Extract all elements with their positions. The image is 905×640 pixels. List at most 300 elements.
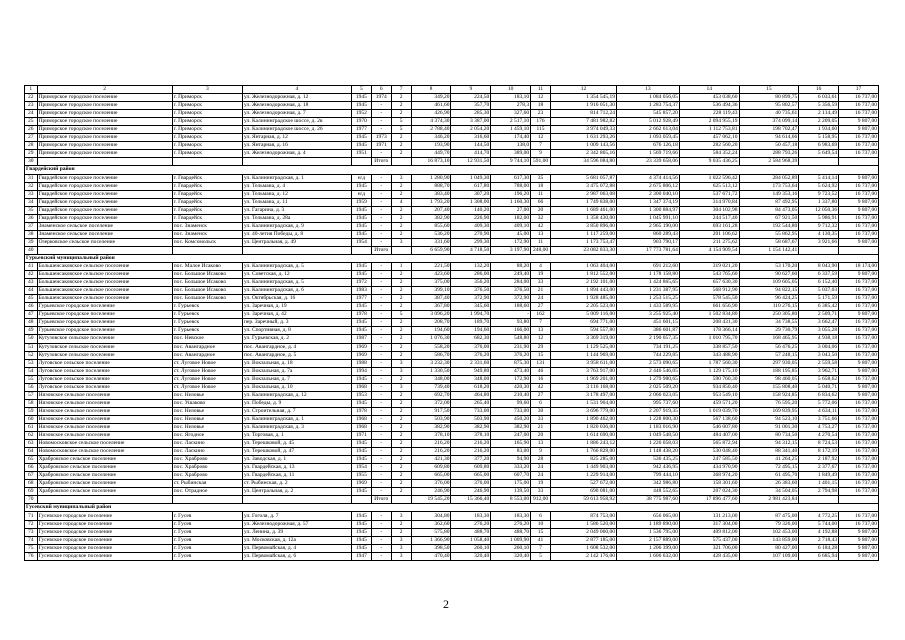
- table-cell: 2 114,49: [799, 110, 839, 118]
- table-cell: 1945: [351, 520, 371, 528]
- table-cell: ул. Заречная, д. 19: [242, 303, 351, 311]
- table-cell: 2: [391, 464, 411, 472]
- table-cell: 193,90: [411, 142, 451, 150]
- table-cell: -: [371, 287, 391, 295]
- table-cell: 1945: [351, 488, 371, 496]
- table-cell: 421,30: [411, 456, 451, 464]
- table-cell: 3: [391, 359, 411, 367]
- table-cell: 9 723,52: [799, 190, 839, 198]
- table-cell: -: [371, 118, 391, 126]
- table-cell: 297 930,05: [739, 359, 799, 367]
- table-cell: 158 301,60: [679, 480, 739, 488]
- table-cell: 76: [25, 552, 38, 560]
- table-cell: 5: [391, 118, 411, 126]
- table-cell: 1 045 991,10: [616, 214, 679, 222]
- table-cell: 12 050,36: [799, 206, 839, 214]
- table-cell: 32: [25, 182, 38, 190]
- table-cell: -: [371, 464, 391, 472]
- table-cell: [242, 158, 351, 166]
- table-cell: 149 353,16: [739, 190, 799, 198]
- table-cell: 24: [531, 464, 551, 472]
- table-cell: 814 712,24: [550, 110, 616, 118]
- table-cell: Большеисаковское сельское поселение: [37, 271, 172, 279]
- table-cell: 399,10: [411, 287, 451, 295]
- table-row: [25, 126, 879, 134]
- table-cell: г. Гвардейск: [172, 174, 242, 182]
- table-cell: -: [371, 512, 391, 520]
- table-cell: 3 387,00: [451, 118, 491, 126]
- table-cell: 1 347 374,19: [616, 198, 679, 206]
- table-cell: Луговское сельское поселение: [37, 367, 172, 375]
- table-row: [25, 448, 879, 456]
- table-cell: 546 007,80: [679, 423, 739, 431]
- table-cell: 2 675 806,12: [616, 182, 679, 190]
- table-cell: 247,00: [491, 432, 531, 440]
- table-cell: 5 986,91: [799, 214, 839, 222]
- table-cell: 594 557,80: [550, 327, 616, 335]
- table-cell: 131 213,00: [679, 512, 739, 520]
- table-cell: -: [371, 544, 391, 552]
- table-cell: 2 300 040,10: [616, 190, 679, 198]
- table-cell: 5 681 057,87: [550, 174, 616, 182]
- table-cell: ул. Центральная, д. 2: [242, 488, 351, 496]
- table-cell: 1 058,40: [451, 536, 491, 544]
- table-cell: 1947: [351, 552, 371, 560]
- table-cell: 18: [531, 102, 551, 110]
- table-cell: 16 737,00: [839, 182, 879, 190]
- table-cell: 16 737,00: [839, 335, 879, 343]
- table-cell: 934 850,40: [679, 383, 739, 391]
- table-cell: 4 772,25: [799, 512, 839, 520]
- table-cell: 31: [25, 174, 38, 182]
- register-sheet: [24, 85, 879, 561]
- table-cell: 1970: [351, 118, 371, 126]
- table-row: [25, 488, 879, 496]
- table-cell: 382,90: [411, 214, 451, 222]
- table-cell: 16 737,00: [839, 407, 879, 415]
- table-cell: -: [371, 311, 391, 319]
- subtotal-row: [25, 496, 879, 504]
- table-cell: [242, 496, 351, 504]
- table-cell: 372,00: [411, 399, 451, 407]
- table-cell: 61 495,70: [739, 472, 799, 480]
- table-cell: Гвардейское городское поселение: [37, 182, 172, 190]
- subtotal-label: Итого: [371, 158, 391, 166]
- table-cell: 912,00: [531, 496, 551, 504]
- table-cell: 1 928 485,00: [550, 295, 616, 303]
- table-cell: 58 687,67: [739, 238, 799, 246]
- table-row: [25, 367, 879, 375]
- housing-register-table: [24, 85, 879, 561]
- table-cell: 3 751,66: [799, 415, 839, 423]
- table-cell: 94 614,66: [739, 134, 799, 142]
- table-cell: 244 517,40: [679, 214, 739, 222]
- table-cell: 299,30: [451, 238, 491, 246]
- table-cell: ул. Заводская, д. 1: [242, 456, 351, 464]
- table-cell: 2: [391, 134, 411, 142]
- table-cell: 6: [531, 399, 551, 407]
- district-header-row: [25, 504, 879, 512]
- table-cell: 2: [391, 528, 411, 536]
- table-cell: 30: [531, 407, 551, 415]
- table-cell: 162: [531, 311, 551, 319]
- table-row: [25, 311, 879, 319]
- table-cell: 265,40: [451, 399, 491, 407]
- table-cell: 2 157 889,00: [616, 536, 679, 544]
- table-row: [25, 303, 879, 311]
- table-cell: 28: [25, 142, 38, 150]
- table-cell: 38 775 987,60: [616, 496, 679, 504]
- table-cell: ул. Тельмана, д. 4: [242, 182, 351, 190]
- column-number-cell: 14: [679, 86, 739, 94]
- table-cell: 316,60: [451, 134, 491, 142]
- table-cell: 12: [531, 134, 551, 142]
- table-cell: 224,50: [451, 94, 491, 102]
- table-cell: пос. Храброво: [172, 456, 242, 464]
- table-cell: 4 634,11: [799, 407, 839, 415]
- table-cell: 6 337,59: [799, 271, 839, 279]
- table-cell: 2: [391, 142, 411, 150]
- table-cell: 2 377,67: [799, 464, 839, 472]
- table-cell: 46: [25, 303, 38, 311]
- table-cell: 28: [531, 456, 551, 464]
- table-cell: 372,90: [451, 295, 491, 303]
- table-cell: пос. Храброво: [172, 472, 242, 480]
- table-cell: 374 099,14: [739, 118, 799, 126]
- table-cell: 23 082 833,30: [550, 246, 616, 254]
- table-cell: Гурьевское городское поселение: [37, 303, 172, 311]
- table-cell: 376,00: [451, 480, 491, 488]
- table-cell: пос. Низовье: [172, 407, 242, 415]
- table-cell: 657 630,30: [679, 279, 739, 287]
- table-cell: 173 753,64: [739, 182, 799, 190]
- table-cell: 2: [391, 520, 411, 528]
- table-cell: 83,00: [491, 448, 531, 456]
- table-cell: 87 475,00: [739, 512, 799, 520]
- table-cell: [37, 158, 172, 166]
- table-cell: 23 339 658,06: [616, 158, 679, 166]
- table-cell: 1 117 259,00: [550, 230, 616, 238]
- table-cell: [799, 246, 839, 254]
- table-cell: 48: [25, 319, 38, 327]
- table-cell: 39: [25, 238, 38, 246]
- table-cell: 16 737,00: [839, 472, 879, 480]
- table-cell: 1 787 560,30: [679, 359, 739, 367]
- table-cell: -: [371, 448, 391, 456]
- table-cell: пос. Малое Исаково: [172, 263, 242, 271]
- table-cell: 2 094 955,19: [679, 118, 739, 126]
- table-cell: -: [371, 367, 391, 375]
- table-cell: 221,50: [411, 263, 451, 271]
- table-cell: 4: [391, 198, 411, 206]
- table-cell: 17 773 781,64: [616, 246, 679, 254]
- table-cell: 2 559,58: [799, 359, 839, 367]
- table-cell: 1952: [351, 110, 371, 118]
- table-cell: 5 772,06: [799, 399, 839, 407]
- table-cell: 3 850 896,00: [550, 222, 616, 230]
- table-cell: 226,90: [451, 214, 491, 222]
- table-cell: Большеисаковское сельское поселение: [37, 279, 172, 287]
- table-cell: 172,90: [491, 238, 531, 246]
- table-cell: г. Гвардейск: [172, 198, 242, 206]
- district-header-row: [25, 166, 879, 174]
- table-cell: 34 596 084,80: [550, 158, 616, 166]
- table-cell: 1945: [351, 94, 371, 102]
- table-cell: Низовское сельское поселение: [37, 432, 172, 440]
- table-cell: 1 189 890,00: [616, 520, 679, 528]
- table-cell: 3 197,90: [491, 246, 531, 254]
- table-cell: 67: [25, 472, 38, 480]
- table-cell: [172, 246, 242, 254]
- table-cell: 23: [25, 102, 38, 110]
- table-cell: 1945: [351, 134, 371, 142]
- table-cell: 131: [531, 359, 551, 367]
- table-cell: Гусевское городское поселение: [37, 552, 172, 560]
- table-cell: 527 672,00: [550, 480, 616, 488]
- table-cell: 9 807,00: [839, 528, 879, 536]
- table-cell: 210,40: [491, 391, 531, 399]
- column-number-cell: 5: [351, 86, 371, 94]
- table-cell: 1978: [351, 407, 371, 415]
- table-cell: 42: [25, 271, 38, 279]
- table-cell: 3 962,71: [799, 367, 839, 375]
- table-cell: 788,00: [491, 182, 531, 190]
- table-cell: 488,70: [491, 528, 531, 536]
- table-cell: г. Приморск: [172, 102, 242, 110]
- table-cell: 5 658,62: [799, 375, 839, 383]
- table-row: [25, 142, 879, 150]
- table-cell: 409 812,00: [679, 528, 739, 536]
- table-cell: ст. Рыбинская: [172, 480, 242, 488]
- table-cell: 537 671,72: [679, 190, 739, 198]
- table-cell: 568 912,90: [679, 287, 739, 295]
- table-cell: 57 248,15: [739, 351, 799, 359]
- table-cell: 2 142 176,00: [550, 552, 616, 560]
- table-cell: Большеисаковское сельское поселение: [37, 295, 172, 303]
- table-row: [25, 472, 879, 480]
- table-cell: 875,30: [491, 359, 531, 367]
- table-cell: 1 969 201,00: [550, 375, 616, 383]
- table-cell: 1945: [351, 456, 371, 464]
- table-cell: 1 049 548,50: [616, 432, 679, 440]
- table-row: [25, 480, 879, 488]
- table-cell: 3: [391, 512, 411, 520]
- table-cell: 464,80: [451, 391, 491, 399]
- table-cell: 3 958 611,00: [550, 359, 616, 367]
- table-cell: 4 938,18: [799, 335, 839, 343]
- table-cell: 17 896 477,60: [679, 496, 739, 504]
- table-cell: 2: [391, 407, 411, 415]
- table-cell: 565 872,94: [679, 440, 739, 448]
- subtotal-row: [25, 246, 879, 254]
- table-row: [25, 110, 879, 118]
- table-cell: 1945: [351, 544, 371, 552]
- table-cell: 1945: [351, 102, 371, 110]
- table-cell: 2: [391, 295, 411, 303]
- table-cell: 2 049 060,00: [550, 528, 616, 536]
- table-cell: ст. Рыбинская, д. 2: [242, 480, 351, 488]
- table-cell: [391, 158, 411, 166]
- table-row: [25, 383, 879, 391]
- table-cell: 536,20: [411, 230, 451, 238]
- table-cell: 5 009 116,00: [550, 311, 616, 319]
- table-cell: 2: [391, 399, 411, 407]
- table-cell: 739,40: [411, 383, 451, 391]
- table-cell: 386 601,87: [616, 327, 679, 335]
- table-cell: 102 453,00: [739, 528, 799, 536]
- table-cell: 376,20: [491, 351, 531, 359]
- table-cell: 1945: [351, 448, 371, 456]
- table-cell: пос. Большое Исаково: [172, 271, 242, 279]
- table-cell: 5 037,03: [799, 287, 839, 295]
- table-cell: 2 331,60: [451, 359, 491, 367]
- table-cell: ул. Калининградское шоссе, д. 2в: [242, 118, 351, 126]
- table-cell: -: [371, 375, 391, 383]
- table-cell: 270,90: [451, 230, 491, 238]
- table-cell: 37: [25, 222, 38, 230]
- table-cell: 2: [391, 214, 411, 222]
- table-cell: 584 352,24: [679, 150, 739, 158]
- table-cell: 188 195,85: [739, 367, 799, 375]
- table-cell: 1 502 834,80: [679, 311, 739, 319]
- table-cell: Гвардейское городское поселение: [37, 214, 172, 222]
- column-number-cell: 6: [371, 86, 391, 94]
- table-cell: ул. Строительная, д. 7: [242, 407, 351, 415]
- table-cell: 15: [531, 528, 551, 536]
- table-cell: 91 001,30: [739, 423, 799, 431]
- table-cell: 1945: [351, 303, 371, 311]
- table-cell: 33: [531, 415, 551, 423]
- table-cell: 1 022 596,42: [679, 174, 739, 182]
- column-number-cell: 2: [37, 86, 172, 94]
- table-cell: Гвардейское городское поселение: [37, 206, 172, 214]
- table-cell: 1 009,90: [491, 536, 531, 544]
- table-cell: 5 624,92: [799, 182, 839, 190]
- table-cell: -: [371, 102, 391, 110]
- table-cell: 1 009 143,56: [550, 142, 616, 150]
- table-cell: 201 106,62: [679, 230, 739, 238]
- table-cell: 96 424,25: [739, 295, 799, 303]
- table-cell: 228 119,43: [679, 110, 739, 118]
- table-cell: 1945: [351, 327, 371, 335]
- column-number-cell: 1: [25, 86, 38, 94]
- table-cell: 196,20: [491, 190, 531, 198]
- table-cell: -: [371, 399, 391, 407]
- table-cell: Приморское городское поселение: [37, 142, 172, 150]
- table-cell: 216,20: [451, 448, 491, 456]
- table-cell: 172,90: [491, 375, 531, 383]
- table-cell: 174,40: [491, 134, 531, 142]
- table-cell: 90 627,60: [739, 271, 799, 279]
- table-cell: 93,80: [491, 319, 531, 327]
- table-cell: 2: [391, 110, 411, 118]
- table-row: [25, 190, 879, 198]
- table-cell: 5 171,59: [799, 295, 839, 303]
- table-cell: 216,20: [411, 448, 451, 456]
- table-cell: [172, 496, 242, 504]
- table-cell: 1 010 795,70: [679, 335, 739, 343]
- table-cell: 1 173 753,47: [550, 238, 616, 246]
- table-row: [25, 279, 879, 287]
- table-cell: 484 407,00: [679, 432, 739, 440]
- table-cell: 9 807,00: [839, 311, 879, 319]
- column-number-cell: 4: [242, 86, 351, 94]
- table-cell: 143 859,00: [739, 536, 799, 544]
- column-number-cell: 11: [531, 86, 551, 94]
- table-cell: 389,00: [491, 150, 531, 158]
- table-cell: ул. Калининградская, д. 6: [242, 287, 351, 295]
- table-row: [25, 238, 879, 246]
- table-cell: 3: [391, 238, 411, 246]
- column-number-cell: 9: [451, 86, 491, 94]
- table-cell: ул. Вокзальная, д. 18: [242, 359, 351, 367]
- table-cell: ул. Спортивная, д. 8: [242, 327, 351, 335]
- table-cell: 182,00: [491, 214, 531, 222]
- table-cell: 1978: [351, 311, 371, 319]
- table-cell: 16 737,00: [839, 190, 879, 198]
- table-cell: 211 275,62: [679, 238, 739, 246]
- table-cell: 80 734,50: [739, 432, 799, 440]
- table-cell: 1 154 142,41: [739, 246, 799, 254]
- table-cell: 1 019 039,70: [679, 407, 739, 415]
- table-cell: Гурьевское городское поселение: [37, 311, 172, 319]
- table-cell: ул. Терешковой, д. 45: [242, 440, 351, 448]
- table-cell: 183,30: [451, 512, 491, 520]
- table-cell: 16 737,00: [839, 512, 879, 520]
- table-cell: 3 662,47: [799, 319, 839, 327]
- table-cell: 98 460,05: [739, 375, 799, 383]
- table-cell: 69: [25, 488, 38, 496]
- table-cell: 1 531 904,00: [550, 399, 616, 407]
- table-cell: 8 553,00: [491, 496, 531, 504]
- table-cell: 183,30: [491, 512, 531, 520]
- table-cell: 1951: [351, 150, 371, 158]
- table-cell: 285,30: [451, 110, 491, 118]
- table-cell: 52: [25, 351, 38, 359]
- table-row: [25, 512, 879, 520]
- table-cell: 1968: [351, 415, 371, 423]
- table-cell: Озерковское сельское поселение: [37, 238, 172, 246]
- table-cell: г. Гусев: [172, 552, 242, 560]
- table-cell: 16 737,00: [839, 343, 879, 351]
- table-cell: 578 545,50: [679, 295, 739, 303]
- table-cell: 27: [531, 303, 551, 311]
- table-cell: 1 330,50: [411, 367, 451, 375]
- table-cell: 1953: [351, 391, 371, 399]
- table-cell: 2: [391, 480, 411, 488]
- table-cell: 1945: [351, 263, 371, 271]
- column-number-cell: 3: [172, 86, 242, 94]
- table-cell: 16 737,00: [839, 351, 879, 359]
- table-cell: -: [371, 190, 391, 198]
- table-cell: 20: [531, 432, 551, 440]
- table-row: [25, 214, 879, 222]
- table-cell: 4 374 414,56: [616, 174, 679, 182]
- table-cell: 169 839,95: [739, 407, 799, 415]
- table-cell: пос. Большое Исаково: [172, 279, 242, 287]
- table-cell: [37, 246, 172, 254]
- table-cell: 1 300 884,97: [616, 206, 679, 214]
- table-cell: 1974: [371, 94, 391, 102]
- table-cell: 376,00: [451, 343, 491, 351]
- table-cell: -: [371, 174, 391, 182]
- table-cell: г. Гвардейск: [172, 214, 242, 222]
- table-cell: 1 076,30: [411, 335, 451, 343]
- table-row: [25, 528, 879, 536]
- table-cell: 3 921,66: [799, 238, 839, 246]
- table-cell: 3: [391, 383, 411, 391]
- table-cell: 16 737,00: [839, 287, 879, 295]
